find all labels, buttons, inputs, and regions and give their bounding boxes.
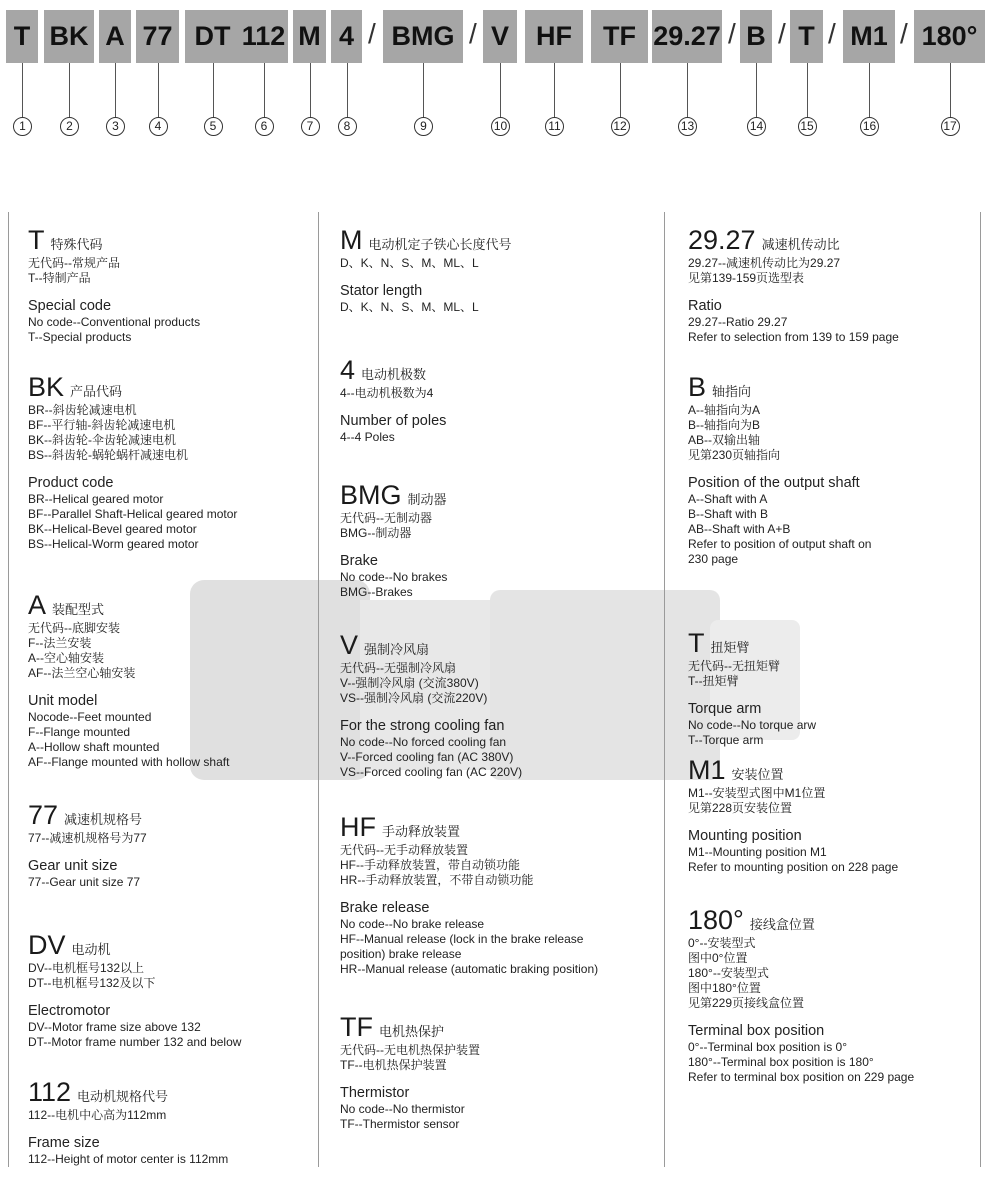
code-section xyxy=(340,480,630,600)
en-line: BK--Helical-Bevel geared motor xyxy=(28,522,197,536)
section-en-title: Mounting position xyxy=(688,828,802,844)
en-line: Refer to position of output shaft on xyxy=(688,537,872,551)
section-en-title: Frame size xyxy=(28,1135,100,1151)
en-line: T--Torque arm xyxy=(688,733,764,747)
section-cn-title: 手动释放装置 xyxy=(382,824,461,839)
section-cn-title: 特殊代码 xyxy=(50,237,103,252)
en-line: BR--Helical geared motor xyxy=(28,492,164,506)
cn-line: BS--斜齿轮-蜗轮蜗杆减速电机 xyxy=(28,448,188,462)
section-cn-title: 电机热保护 xyxy=(379,1024,445,1039)
code-box: 29.27 xyxy=(652,10,722,63)
section-code: B xyxy=(688,372,707,402)
section-en-title: Ratio xyxy=(688,298,722,314)
section-code: TF xyxy=(340,1012,373,1042)
en-line: No code--No thermistor xyxy=(340,1102,465,1116)
cn-line: B--轴指向为B xyxy=(688,418,761,432)
section-cn-title: 电动机 xyxy=(71,942,111,957)
column-divider-1 xyxy=(318,212,319,1167)
en-line: 0°--Terminal box position is 0° xyxy=(688,1040,847,1054)
leader-line xyxy=(620,63,621,118)
column-border-right xyxy=(980,212,981,1167)
section-en-title: Brake xyxy=(340,553,378,569)
section-code: HF xyxy=(340,812,376,842)
code-section xyxy=(340,225,630,315)
section-en-title: Product code xyxy=(28,475,114,491)
code-box: M1 xyxy=(843,10,895,63)
en-line: F--Flange mounted xyxy=(28,725,131,739)
section-en-title: Torque arm xyxy=(688,701,762,717)
code-section xyxy=(340,1012,630,1132)
leader-line xyxy=(423,63,424,118)
section-code: 180° xyxy=(688,905,744,935)
section-cn-title: 接线盒位置 xyxy=(749,917,815,932)
en-line: 112--Height of motor center is 112mm xyxy=(28,1152,229,1166)
section-en-title: Terminal box position xyxy=(688,1023,825,1039)
separator-slash: / xyxy=(469,18,477,49)
circled-number: 15 xyxy=(798,117,817,136)
section-code: A xyxy=(28,590,47,620)
leader-line xyxy=(158,63,159,118)
cn-line: AF--法兰空心轴安装 xyxy=(28,666,136,680)
cn-line: 112--电机中心高为112mm xyxy=(28,1108,167,1122)
section-code: T xyxy=(688,628,705,658)
section-cn-title: 产品代码 xyxy=(70,384,123,399)
code-section xyxy=(28,225,318,345)
leader-line xyxy=(756,63,757,118)
section-en-title: Stator length xyxy=(340,283,423,299)
leader-line xyxy=(213,63,214,118)
en-line: Refer to mounting position on 228 page xyxy=(688,860,899,874)
section-en-title: Number of poles xyxy=(340,413,447,429)
en-line: D、K、N、S、M、ML、L xyxy=(340,300,479,314)
code-box: BMG xyxy=(383,10,463,63)
cn-line: HF--手动释放装置，带自动锁功能 xyxy=(340,858,520,872)
cn-line: 图中0°位置 xyxy=(688,951,748,965)
circled-number: 11 xyxy=(545,117,564,136)
circled-number: 3 xyxy=(106,117,125,136)
section-code: 112 xyxy=(28,1077,72,1107)
en-line: Refer to terminal box position on 229 page xyxy=(688,1070,915,1084)
code-box: B xyxy=(740,10,772,63)
en-line: No code--No torque arw xyxy=(688,718,817,732)
cn-line: A--轴指向为A xyxy=(688,403,761,417)
cn-line: DT--电机框号132及以下 xyxy=(28,976,156,990)
section-code: BK xyxy=(28,372,65,402)
cn-line: BMG--制动器 xyxy=(340,526,412,540)
en-line: No code--No brakes xyxy=(340,570,448,584)
cn-line: AB--双输出轴 xyxy=(688,433,761,447)
cn-line: 见第139-159页选型表 xyxy=(688,271,805,285)
section-en-title: Brake release xyxy=(340,900,430,916)
section-cn-title: 电动机规格代号 xyxy=(77,1089,169,1104)
cn-line: 无代码--无制动器 xyxy=(340,511,432,525)
separator-slash: / xyxy=(900,18,908,49)
section-en-title: For the strong cooling fan xyxy=(340,718,505,734)
en-line: HR--Manual release (automatic braking position) xyxy=(340,962,599,976)
en-line: DT--Motor frame number 132 and below xyxy=(28,1035,242,1049)
code-section xyxy=(688,225,978,345)
code-section xyxy=(688,628,978,748)
section-code: 77 xyxy=(28,800,59,830)
section-en-title: Unit model xyxy=(28,693,98,709)
section-en-title: Position of the output shaft xyxy=(688,475,860,491)
code-section xyxy=(28,930,318,1050)
section-cn-title: 安装位置 xyxy=(731,767,784,782)
section-cn-title: 减速机规格号 xyxy=(64,812,143,827)
separator-slash: / xyxy=(828,18,836,49)
section-cn-title: 轴指向 xyxy=(712,384,752,399)
en-line: 29.27--Ratio 29.27 xyxy=(688,315,788,329)
cn-line: D、K、N、S、M、ML、L xyxy=(340,256,479,270)
code-box: T xyxy=(6,10,38,63)
cn-line: 77--减速机规格号为77 xyxy=(28,831,147,845)
circled-number: 10 xyxy=(491,117,510,136)
en-line: B--Shaft with B xyxy=(688,507,769,521)
cn-line: 无代码--常规产品 xyxy=(28,256,120,270)
leader-line xyxy=(950,63,951,118)
section-cn-title: 电动机极数 xyxy=(361,367,427,382)
leader-line xyxy=(347,63,348,118)
en-line: AB--Shaft with A+B xyxy=(688,522,791,536)
circled-number: 7 xyxy=(301,117,320,136)
cn-line: BR--斜齿轮减速电机 xyxy=(28,403,137,417)
code-section xyxy=(28,372,318,552)
cn-line: BF--平行轴-斜齿轮减速电机 xyxy=(28,418,176,432)
section-en-title: Special code xyxy=(28,298,112,314)
en-line: VS--Forced cooling fan (AC 220V) xyxy=(340,765,523,779)
cn-line: T--特制产品 xyxy=(28,271,91,285)
cn-line: V--强制冷风扇 (交流380V) xyxy=(340,676,479,690)
code-box: BK xyxy=(44,10,94,63)
en-line: DV--Motor frame size above 132 xyxy=(28,1020,201,1034)
section-code: BMG xyxy=(340,480,402,510)
leader-line xyxy=(554,63,555,118)
en-line: HF--Manual release (lock in the brake release xyxy=(340,932,584,946)
cn-line: 图中180°位置 xyxy=(688,981,761,995)
leader-line xyxy=(115,63,116,118)
leader-line xyxy=(500,63,501,118)
cn-line: DV--电机框号132以上 xyxy=(28,961,145,975)
cn-line: 见第228页安装位置 xyxy=(688,801,793,815)
code-section xyxy=(340,630,630,780)
cn-line: 无代码--无电机热保护装置 xyxy=(340,1043,480,1057)
column-border-left xyxy=(8,212,9,1167)
en-line: A--Hollow shaft mounted xyxy=(28,740,160,754)
cn-line: TF--电机热保护装置 xyxy=(340,1058,447,1072)
section-cn-title: 制动器 xyxy=(407,492,447,507)
code-section xyxy=(28,1077,318,1167)
cn-line: VS--强制冷风扇 (交流220V) xyxy=(340,691,488,705)
en-line: TF--Thermistor sensor xyxy=(340,1117,460,1131)
circled-number: 5 xyxy=(204,117,223,136)
code-box: T xyxy=(790,10,823,63)
en-line: No code--No brake release xyxy=(340,917,485,931)
en-line: Refer to selection from 139 to 159 page xyxy=(688,330,899,344)
code-section xyxy=(340,355,630,445)
column-divider-2 xyxy=(664,212,665,1167)
section-en-title: Electromotor xyxy=(28,1003,111,1019)
separator-slash: / xyxy=(728,18,736,49)
en-line: AF--Flange mounted with hollow shaft xyxy=(28,755,230,769)
section-code: 4 xyxy=(340,355,356,385)
leader-line xyxy=(22,63,23,118)
en-line: 77--Gear unit size 77 xyxy=(28,875,141,889)
en-line: M1--Mounting position M1 xyxy=(688,845,827,859)
cn-line: M1--安装型式图中M1位置 xyxy=(688,786,826,800)
cn-line: 无代码--底脚安装 xyxy=(28,621,120,635)
code-box: V xyxy=(483,10,517,63)
circled-number: 1 xyxy=(13,117,32,136)
cn-line: 无代码--无手动释放装置 xyxy=(340,843,468,857)
section-cn-title: 强制冷风扇 xyxy=(364,642,430,657)
cn-line: 0°--安装型式 xyxy=(688,936,756,950)
code-section xyxy=(28,800,318,890)
en-line: No code--Conventional products xyxy=(28,315,201,329)
circled-number: 2 xyxy=(60,117,79,136)
cn-line: T--扭矩臂 xyxy=(688,674,739,688)
cn-line: F--法兰安装 xyxy=(28,636,92,650)
code-section xyxy=(688,905,978,1085)
leader-line xyxy=(807,63,808,118)
leader-line xyxy=(69,63,70,118)
code-section xyxy=(688,755,978,875)
code-box: 180° xyxy=(914,10,985,63)
cn-line: 29.27--减速机传动比为29.27 xyxy=(688,256,841,270)
en-line: T--Special products xyxy=(28,330,132,344)
en-line: V--Forced cooling fan (AC 380V) xyxy=(340,750,514,764)
section-en-title: Gear unit size xyxy=(28,858,118,874)
en-line: 180°--Terminal box position is 180° xyxy=(688,1055,874,1069)
section-code: M1 xyxy=(688,755,726,785)
cn-line: 无代码--无强制冷风扇 xyxy=(340,661,456,675)
cn-line: A--空心轴安装 xyxy=(28,651,104,665)
circled-number: 8 xyxy=(338,117,357,136)
circled-number: 17 xyxy=(941,117,960,136)
section-en-title: Thermistor xyxy=(340,1085,410,1101)
en-line: position) brake release xyxy=(340,947,462,961)
cn-line: 见第230页轴指向 xyxy=(688,448,781,462)
en-line: 230 page xyxy=(688,552,739,566)
en-line: 4--4 Poles xyxy=(340,430,395,444)
code-box: HF xyxy=(525,10,583,63)
leader-line xyxy=(687,63,688,118)
cn-line: HR--手动释放装置，不带自动锁功能 xyxy=(340,873,534,887)
code-box: 77 xyxy=(136,10,179,63)
section-code: DV xyxy=(28,930,66,960)
circled-number: 12 xyxy=(611,117,630,136)
circled-number: 4 xyxy=(149,117,168,136)
cn-line: BK--斜齿轮-伞齿轮减速电机 xyxy=(28,433,176,447)
cn-line: 180°--安装型式 xyxy=(688,966,769,980)
en-line: No code--No forced cooling fan xyxy=(340,735,507,749)
circled-number: 16 xyxy=(860,117,879,136)
cn-line: 见第229页接线盒位置 xyxy=(688,996,805,1010)
code-section xyxy=(688,372,978,567)
code-box: M xyxy=(293,10,326,63)
section-code: V xyxy=(340,630,359,660)
section-cn-title: 扭矩臂 xyxy=(710,640,750,655)
cn-line: 4--电动机极数为4 xyxy=(340,386,434,400)
section-cn-title: 减速机传动比 xyxy=(761,237,840,252)
code-box: 112 xyxy=(239,10,288,63)
cn-line: 无代码--无扭矩臂 xyxy=(688,659,780,673)
section-code: 29.27 xyxy=(688,225,756,255)
code-box: 4 xyxy=(331,10,362,63)
section-cn-title: 电动机定子铁心长度代号 xyxy=(368,237,512,252)
en-line: BF--Parallel Shaft-Helical geared motor xyxy=(28,507,238,521)
circled-number: 13 xyxy=(678,117,697,136)
section-cn-title: 装配型式 xyxy=(52,602,105,617)
separator-slash: / xyxy=(778,18,786,49)
code-section xyxy=(340,812,630,977)
code-box: A xyxy=(99,10,131,63)
circled-number: 6 xyxy=(255,117,274,136)
leader-line xyxy=(310,63,311,118)
separator-slash: / xyxy=(368,18,376,49)
leader-line xyxy=(869,63,870,118)
code-section xyxy=(28,590,318,770)
code-box: TF xyxy=(591,10,648,63)
circled-number: 14 xyxy=(747,117,766,136)
en-line: BS--Helical-Worm geared motor xyxy=(28,537,199,551)
code-box: DT xyxy=(185,10,240,63)
leader-line xyxy=(264,63,265,118)
en-line: Nocode--Feet mounted xyxy=(28,710,152,724)
section-code: M xyxy=(340,225,363,255)
section-code: T xyxy=(28,225,45,255)
en-line: BMG--Brakes xyxy=(340,585,413,599)
en-line: A--Shaft with A xyxy=(688,492,768,506)
circled-number: 9 xyxy=(414,117,433,136)
